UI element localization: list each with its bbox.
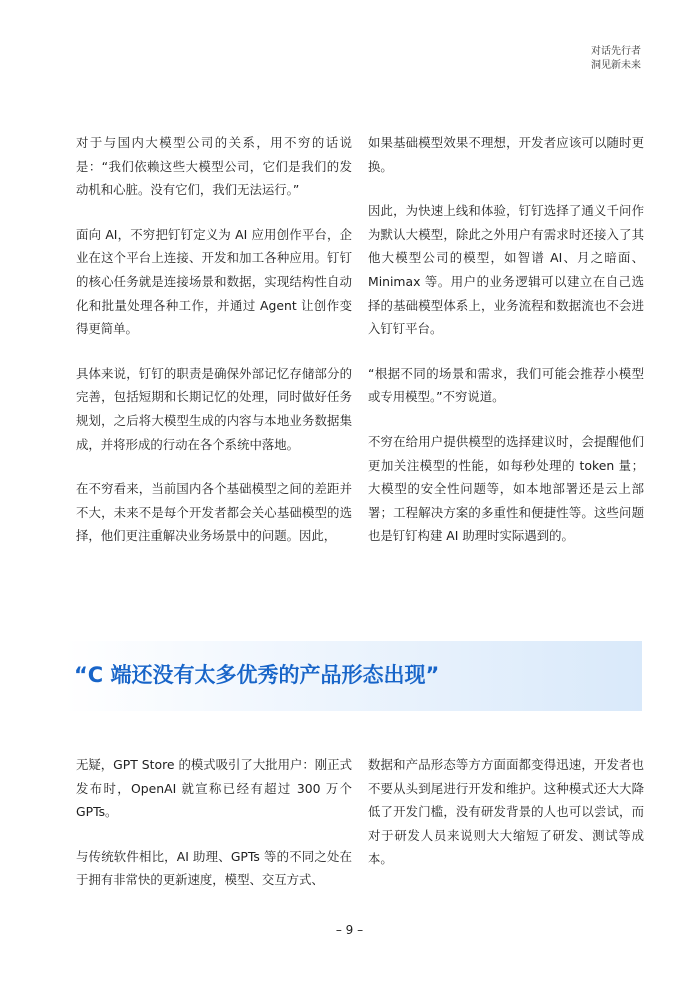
top-left-column — [76, 131, 352, 548]
header-tagline — [591, 45, 641, 73]
paragraph: 因此，为快速上线和体验，钉钉选择了通义千问作为默认大模型，除此之外用户有需求时还接入了其他大模型公司的模型，如智谱 AI、月之暗面、Minimax 等。用户的业务逻辑可以建立在自己选择的基础模型体系上，业务流程和数据流也不会进入钉钉平台。 — [368, 203, 644, 337]
paragraph: 具体来说，钉钉的职责是确保外部记忆存储部分的完善，包括短期和长期记忆的处理，同时做好任务规划，之后将大模型生成的内容与本地业务数据集成，并将形成的行动在各个系统中落地。 — [76, 365, 352, 452]
page-number: – 9 – — [335, 923, 364, 937]
paragraph: 面向 AI，不穷把钉钉定义为 AI 应用创作平台，企业在这个平台上连接、开发和加工各种应用。钉钉的核心任务就是连接场景和数据，实现结构性自动化和批量处理各种工作，并通过 Agent 让创作变得更简单。 — [76, 226, 352, 337]
header-tagline-line2: 洞见新未来 — [591, 60, 641, 71]
paragraph: 在不穷看来，当前国内各个基础模型之间的差距并不大，未来不是每个开发者都会关心基础模型的选择，他们更注重解决业务场景中的问题。因此， — [76, 481, 352, 544]
paragraph: “根据不同的场景和需求，我们可能会推荐小模型或专用模型。”不穷说道。 — [368, 365, 644, 405]
paragraph: 数据和产品形态等方方面面都变得迅速，开发者也不要从头到尾进行开发和维护。这种模式还大大降低了开发门槛，没有研发背景的人也可以尝试，而对于研发人员来说则大大缩短了研发、测试等成本。 — [368, 757, 644, 867]
header-tagline-line1: 对话先行者 — [591, 46, 641, 57]
paragraph: 如果基础模型效果不理想，开发者应该可以随时更换。 — [368, 135, 644, 174]
paragraph: 对于与国内大模型公司的关系，用不穷的话说是：“我们依赖这些大模型公司，它们是我们的发动机和心脏。没有它们，我们无法运行。” — [76, 135, 352, 198]
paragraph: 无疑，GPT Store 的模式吸引了大批用户：刚正式发布时，OpenAI 就宣称已经有超过 300 万个 GPTs。 — [76, 757, 352, 820]
section-heading: “C 端还没有太多优秀的产品形态出现” — [74, 663, 440, 687]
bottom-left-column — [76, 753, 352, 892]
bottom-right-column — [368, 753, 644, 871]
paragraph: 不穷在给用户提供模型的选择建议时，会提醒他们更加关注模型的性能，如每秒处理的 token 量；大模型的安全性问题等，如本地部署还是云上部署；工程解决方案的多重性和便捷性等。这些问题也是钉钉构建 AI 助理时实际遇到的。 — [368, 433, 644, 544]
top-right-column — [368, 131, 644, 548]
paragraph: 与传统软件相比，AI 助理、GPTs 等的不同之处在于拥有非常快的更新速度，模型、交互方式、 — [76, 848, 352, 888]
